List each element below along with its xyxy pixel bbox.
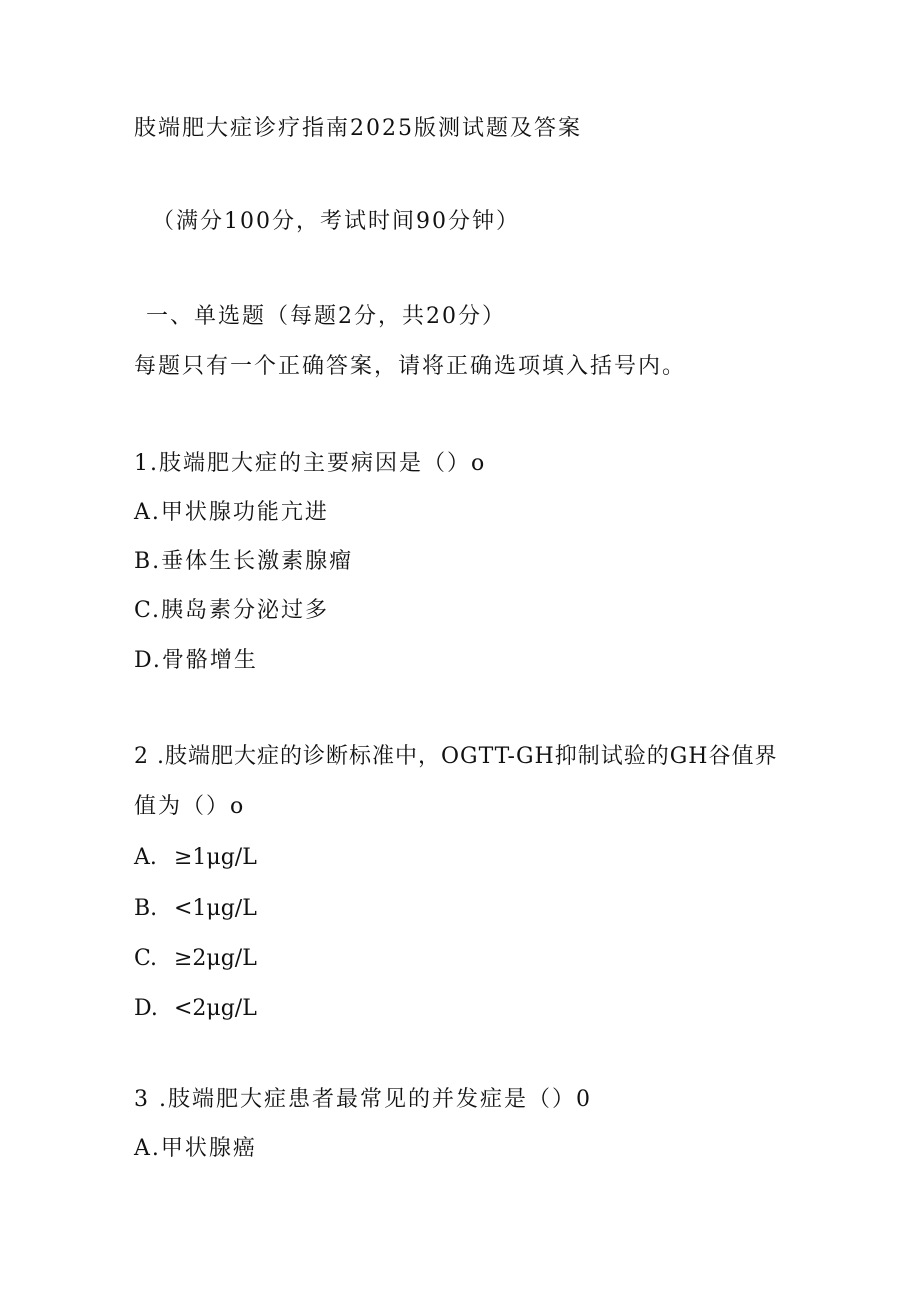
- option-value: ≥1μg/L: [174, 845, 257, 870]
- question-3-option-a: A.甲状腺癌: [134, 1136, 257, 1161]
- option-letter: A.: [134, 845, 157, 870]
- option-letter: D.: [134, 996, 158, 1021]
- section-heading: 一、单选题（每题2分，共20分）: [146, 304, 506, 329]
- question-2-stem-line2: 值为（）o: [134, 794, 246, 819]
- question-2-option-a: [134, 843, 257, 873]
- question-1-option-a: A.甲状腺功能亢进: [134, 500, 329, 525]
- exam-info: （满分100分，考试时间90分钟）: [152, 209, 520, 234]
- question-2-stem-line1: 2 .肢端肥大症的诊断标准中，OGTT-GH抑制试验的GH谷值界: [134, 744, 778, 769]
- question-1-option-c: C.胰岛素分泌过多: [134, 598, 330, 623]
- question-2-option-b: [134, 894, 257, 924]
- question-1-stem: 1.肢端肥大症的主要病因是（）o: [134, 451, 487, 476]
- option-value: <2μg/L: [174, 996, 257, 1021]
- question-3-stem: 3 .肢端肥大症患者最常见的并发症是（）0: [134, 1087, 592, 1112]
- option-letter: C.: [134, 946, 158, 971]
- section-instruction: 每题只有一个正确答案，请将正确选项填入括号内。: [134, 354, 687, 379]
- option-letter: B.: [134, 896, 158, 921]
- question-1-option-b: B.垂体生长激素腺瘤: [134, 549, 354, 574]
- question-1-option-d: D.骨骼增生: [134, 648, 258, 673]
- document-title: 肢端肥大症诊疗指南2025版测试题及答案: [134, 116, 582, 141]
- option-value: <1μg∕L: [174, 896, 257, 921]
- question-2-option-c: [134, 944, 257, 974]
- option-value: ≥2μg/L: [174, 946, 257, 971]
- question-2-option-d: [134, 994, 257, 1024]
